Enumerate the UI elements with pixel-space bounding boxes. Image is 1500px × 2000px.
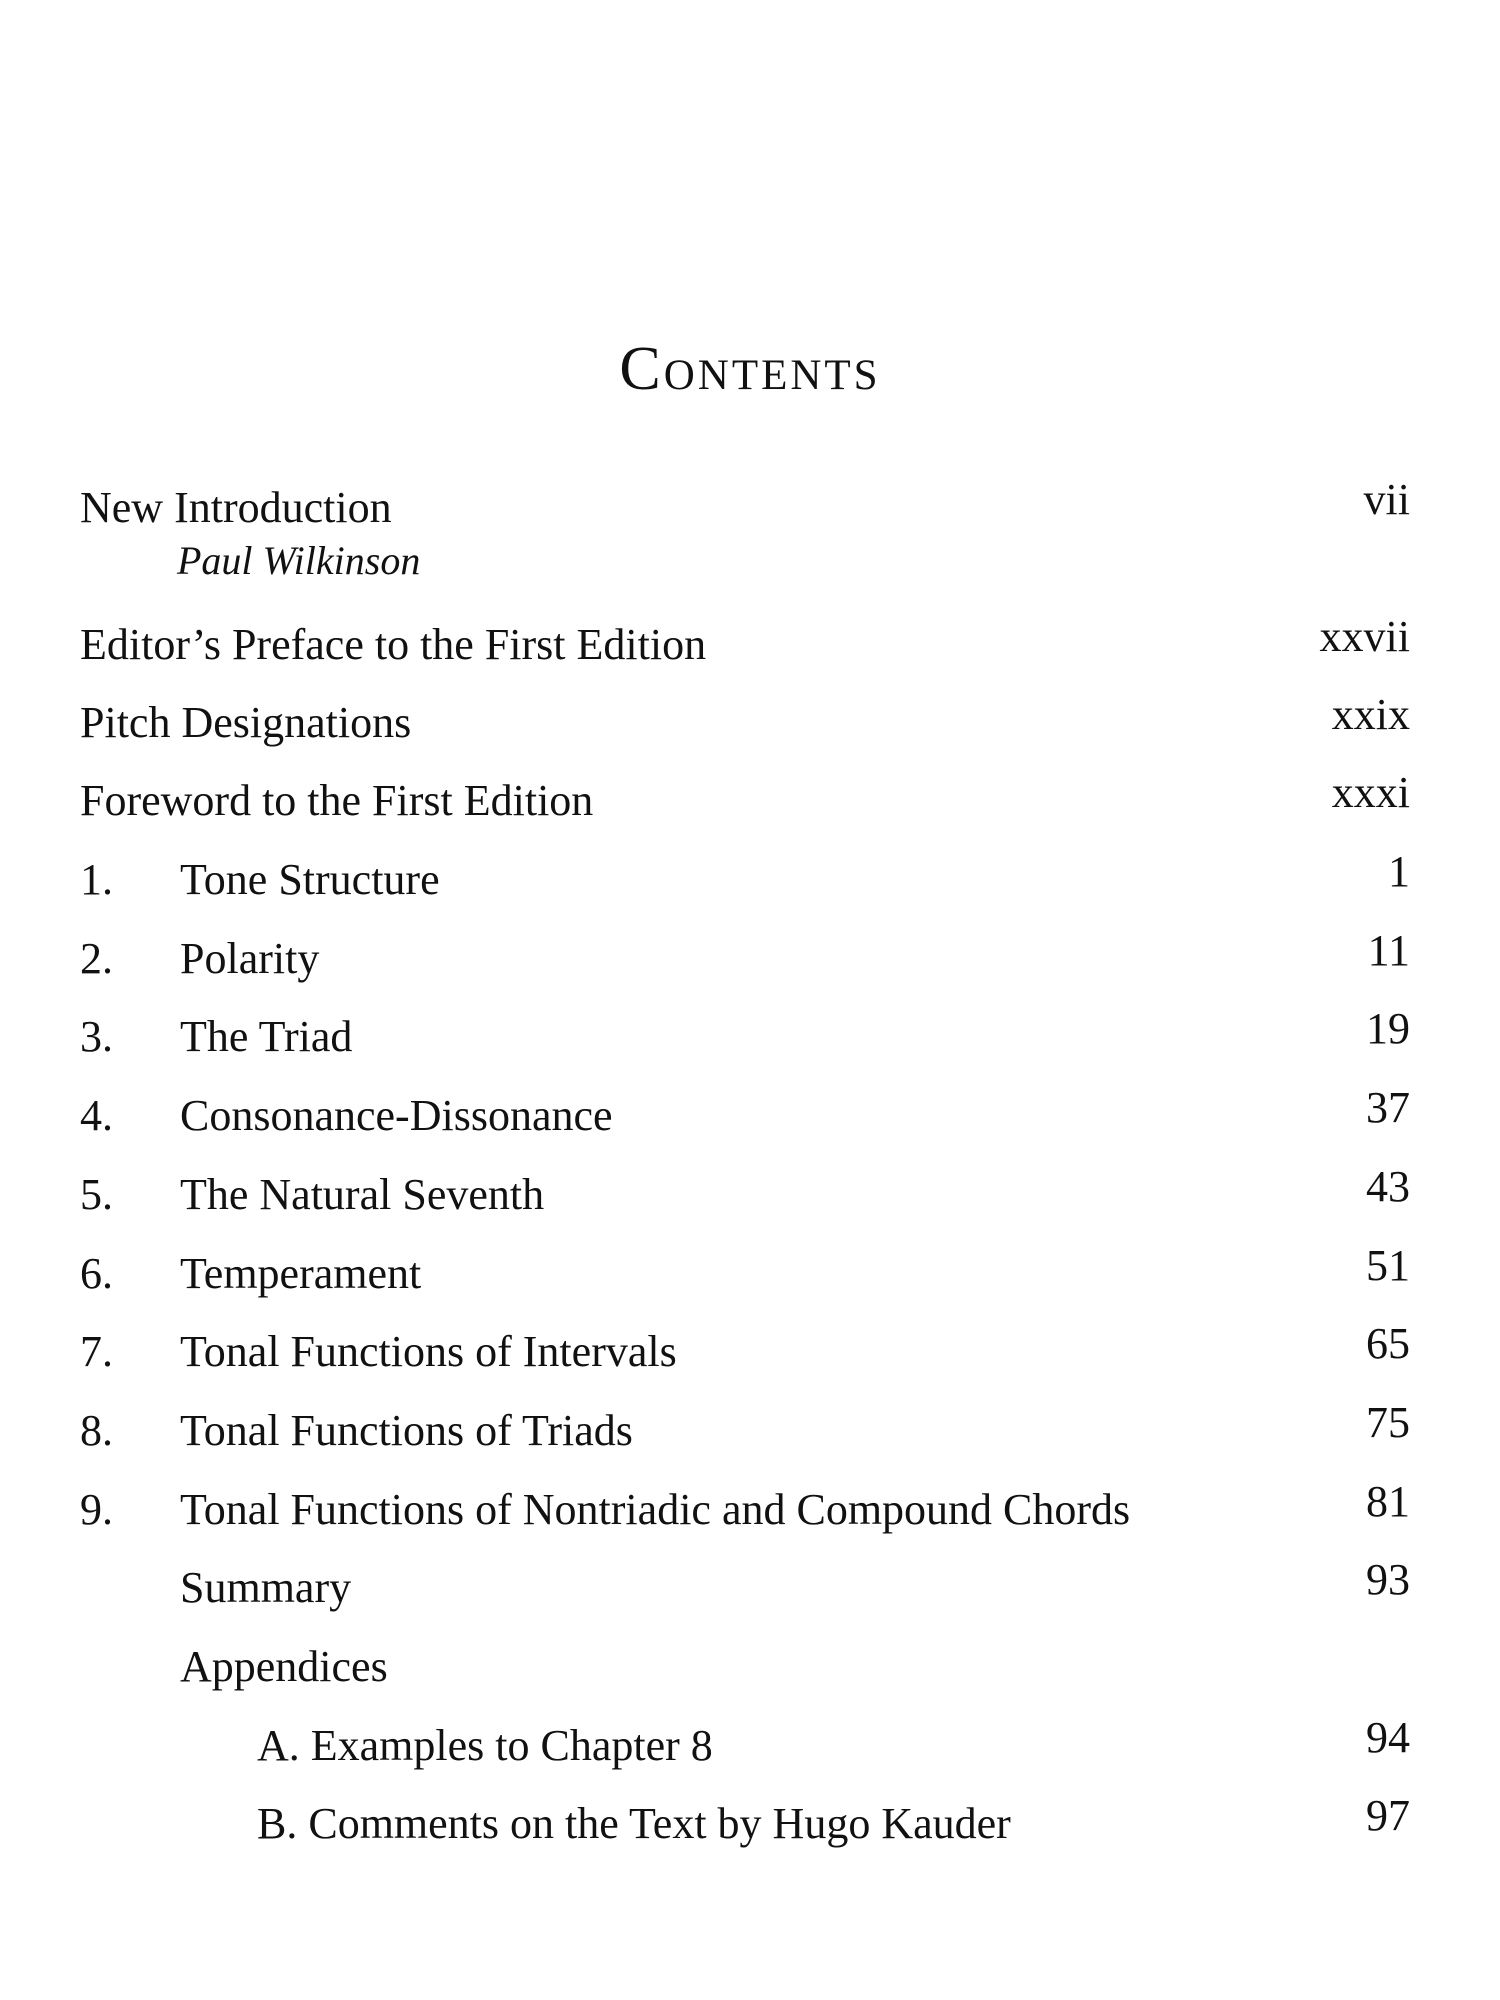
toc-entry (0, 1555, 1500, 1618)
page-title: Contents (619, 335, 881, 403)
chapter-number: 9. (80, 1485, 113, 1534)
toc-entry (0, 1004, 1500, 1067)
page-number: 43 (1366, 1162, 1410, 1211)
chapter-number: 5. (80, 1170, 113, 1219)
entry-title: Editor’s Preface to the First Edition (80, 620, 707, 669)
chapter-number: 6. (80, 1249, 113, 1298)
toc-entry (0, 1241, 1500, 1304)
chapter-number: 3. (80, 1012, 113, 1061)
entry-title: Consonance-Dissonance (180, 1091, 613, 1140)
page-number: vii (1363, 475, 1410, 524)
entry-title: Tone Structure (180, 855, 440, 904)
entry-title: The Triad (180, 1012, 353, 1061)
page-number: 1 (1388, 847, 1410, 896)
page-number: xxvii (1319, 612, 1410, 661)
toc-entry (0, 1319, 1500, 1382)
chapter-number: 2. (80, 934, 113, 983)
toc-entry (0, 612, 1500, 675)
toc-entry (0, 690, 1500, 753)
entry-title: Foreword to the First Edition (80, 776, 594, 825)
page-number: 65 (1366, 1319, 1410, 1368)
toc-entry (0, 1713, 1500, 1776)
entry-title: Tonal Functions of Triads (180, 1406, 633, 1455)
chapter-number: 1. (80, 855, 113, 904)
toc-entry (0, 1791, 1500, 1854)
page-number: xxxi (1331, 768, 1410, 817)
chapter-number: 7. (80, 1327, 113, 1376)
chapter-number: 4. (80, 1091, 113, 1140)
toc-entry (0, 926, 1500, 989)
entry-title: Temperament (180, 1249, 422, 1298)
entry-author: Paul Wilkinson (177, 538, 421, 583)
page-number: 94 (1366, 1713, 1410, 1762)
chapter-number: 8. (80, 1406, 113, 1455)
entry-title: Pitch Designations (80, 698, 412, 747)
toc-entry (0, 1398, 1500, 1461)
page-number: 37 (1366, 1083, 1410, 1132)
toc-entry (0, 1637, 1500, 1697)
page-number: 11 (1367, 926, 1410, 975)
toc-entry (0, 1083, 1500, 1146)
entry-title: The Natural Seventh (180, 1170, 545, 1219)
toc-entry (0, 768, 1500, 831)
entry-title: A. Examples to Chapter 8 (257, 1721, 713, 1770)
entry-title: Appendices (180, 1642, 388, 1691)
page-number: xxix (1331, 690, 1410, 739)
entry-title: Polarity (180, 934, 320, 983)
page-number: 75 (1366, 1398, 1410, 1447)
toc-entry (0, 847, 1500, 910)
entry-title: Summary (180, 1563, 352, 1612)
page-number: 51 (1366, 1241, 1410, 1290)
toc-entry (0, 1477, 1500, 1540)
entry-title: New Introduction (80, 483, 392, 532)
entry-title: Tonal Functions of Nontriadic and Compound Chords (180, 1485, 1131, 1534)
page-number: 19 (1366, 1004, 1410, 1053)
page-number: 97 (1366, 1791, 1410, 1840)
entry-title: B. Comments on the Text by Hugo Kauder (257, 1799, 1011, 1848)
entry-title: Tonal Functions of Intervals (180, 1327, 677, 1376)
toc-entry (0, 475, 1500, 583)
toc-entry (0, 1162, 1500, 1225)
page-number: 81 (1366, 1477, 1410, 1526)
page-number: 93 (1366, 1555, 1410, 1604)
